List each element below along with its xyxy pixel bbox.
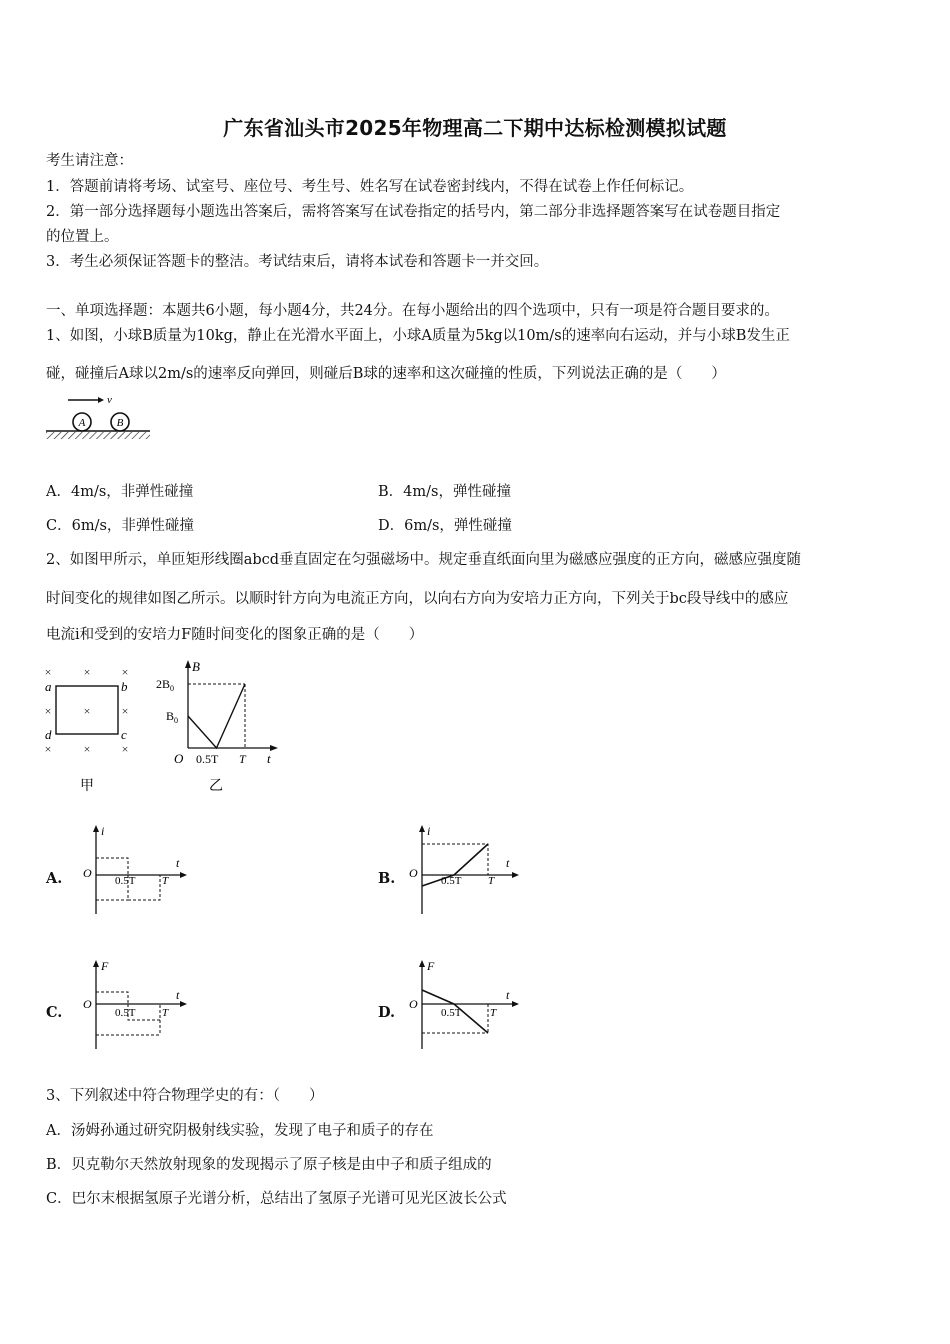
notice-item-2: 2．第一部分选择题每小题选出答案后，需将答案写在试卷指定的括号内，第二部分非选择题答案写在试卷题目指定 [46, 204, 781, 220]
svg-text:a: a [45, 679, 52, 694]
svg-text:t: t [506, 988, 510, 1002]
svg-text:×: × [83, 742, 91, 756]
section-heading: 一、单项选择题：本题共6小题，每小题4分，共24分。在每小题给出的四个选项中，只有一项是符合题目要求的。 [46, 303, 779, 319]
svg-text:O: O [409, 997, 418, 1011]
ground-surface [46, 432, 150, 439]
q3-option-a: A．汤姆孙通过研究阴极射线实验，发现了电子和质子的存在 [46, 1123, 434, 1139]
svg-text:×: × [83, 704, 91, 718]
svg-text:i: i [101, 824, 105, 838]
notice-item-2-cont: 的位置上。 [46, 229, 119, 245]
svg-text:T: T [162, 1007, 169, 1019]
svg-text:F: F [427, 959, 435, 973]
svg-text:0.5T: 0.5T [441, 1007, 462, 1019]
ball-a-label: A [78, 417, 86, 429]
svg-text:×: × [83, 665, 91, 679]
velocity-label: v [107, 394, 112, 406]
q2-option-d-graph[interactable] [408, 957, 526, 1053]
q2-option-c-label: C. [46, 1004, 63, 1021]
svg-text:t: t [267, 751, 271, 766]
svg-text:×: × [44, 704, 52, 718]
svg-text:T: T [490, 1007, 497, 1019]
svg-text:c: c [121, 727, 127, 742]
svg-text:F: F [101, 959, 109, 973]
q1-option-a: A．4m/s，非弹性碰撞 [46, 484, 194, 500]
svg-text:b: b [121, 679, 128, 694]
notice-item-1: 1．答题前请将考场、试室号、座位号、考生号、姓名写在试卷密封线内，不得在试卷上作任何标记。 [46, 179, 694, 195]
q1-collision-figure [44, 392, 156, 448]
svg-text:×: × [121, 665, 129, 679]
svg-text:O: O [83, 866, 92, 880]
svg-text:t: t [176, 856, 180, 870]
svg-text:0.5T: 0.5T [115, 875, 136, 887]
svg-text:O: O [409, 866, 418, 880]
q3-option-b: B．贝克勒尔天然放射现象的发现揭示了原子核是由中子和质子组成的 [46, 1157, 492, 1173]
q1-option-b: B．4m/s，弹性碰撞 [378, 484, 511, 500]
b-field-curve [188, 684, 245, 748]
svg-text:t: t [506, 856, 510, 870]
q2-option-a-graph[interactable] [82, 822, 192, 918]
q1-option-d: D．6m/s，弹性碰撞 [378, 518, 512, 534]
page-title: 广东省汕头市2025年物理高二下期中达标检测模拟试题 [223, 116, 727, 140]
fig-yi-caption: 乙 [209, 779, 223, 794]
svg-text:T: T [488, 875, 495, 887]
ball-b-label: B [116, 417, 124, 429]
svg-text:B0: $B_0$ [166, 709, 179, 725]
svg-text:×: × [121, 742, 129, 756]
q1-option-c: C．6m/s，非弹性碰撞 [46, 518, 194, 534]
q2-option-c-graph[interactable] [82, 957, 192, 1053]
q3-stem: 3、下列叙述中符合物理学史的有：（ ） [46, 1088, 324, 1104]
q2-option-d-label: D. [378, 1004, 396, 1021]
svg-text:O: O [174, 751, 184, 766]
q2-option-a-label: A. [46, 870, 63, 887]
svg-text:T: T [239, 752, 246, 766]
notice-heading: 考生请注意： [46, 153, 133, 169]
q2-option-b-label: B. [378, 870, 396, 887]
fig-jia-coil [40, 664, 140, 794]
q2-stem-line3: 电流i和受到的安培力F随时间变化的图象正确的是（ ） [46, 627, 424, 643]
svg-text:0.5T: 0.5T [441, 875, 462, 887]
svg-text:T: T [162, 875, 169, 887]
notice-item-3: 3．考生必须保证答题卡的整洁。考试结束后，请将本试卷和答题卡一并交回。 [46, 254, 549, 270]
svg-text:×: × [44, 665, 52, 679]
svg-text:0.5T: 0.5T [196, 752, 219, 766]
svg-text:×: × [44, 742, 52, 756]
svg-text:2B0: $2B_0$ [156, 677, 175, 693]
svg-text:i: i [427, 824, 431, 838]
fig-yi-graph [152, 656, 282, 794]
q1-stem-line2: 碰，碰撞后A球以2m/s的速率反向弹回，则碰后B球的速率和这次碰撞的性质，下列说法正确的是（ ） [46, 366, 726, 382]
svg-text:t: t [176, 988, 180, 1002]
svg-text:d: d [45, 727, 52, 742]
q3-option-c: C．巴尔末根据氢原子光谱分析，总结出了氢原子光谱可见光区波长公式 [46, 1191, 507, 1207]
svg-text:B: B [192, 659, 200, 674]
q1-stem-line1: 1、如图，小球B质量为10kg，静止在光滑水平面上，小球A质量为5kg以10m/s的速率向右运动，并与小球B发生正 [46, 328, 790, 344]
fig-jia-caption: 甲 [80, 779, 94, 794]
q2-stem-line2: 时间变化的规律如图乙所示。以顺时针方向为电流正方向，以向右方向为安培力正方向，下列关于bc段导线中的感应 [46, 591, 789, 607]
q2-stem-line1: 2、如图甲所示，单匝矩形线圈abcd垂直固定在匀强磁场中。规定垂直纸面向里为磁感应强度的正方向，磁感应强度随 [46, 552, 802, 568]
svg-text:0.5T: 0.5T [115, 1007, 136, 1019]
svg-text:×: × [121, 704, 129, 718]
q2-option-b-graph[interactable] [408, 822, 526, 918]
svg-text:O: O [83, 997, 92, 1011]
